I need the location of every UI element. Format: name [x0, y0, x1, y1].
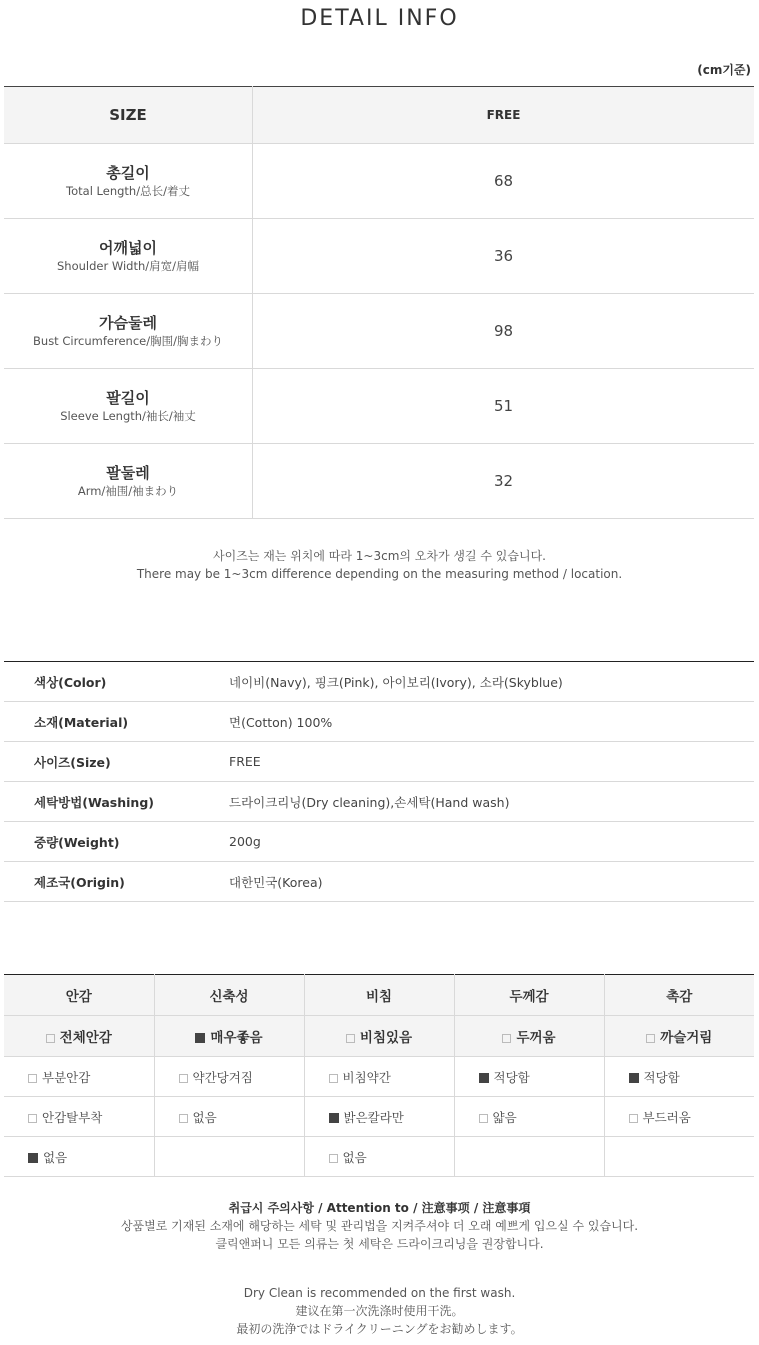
feel-cell: [304, 1097, 454, 1137]
feel-option-label: 비침약간: [342, 1069, 391, 1085]
info-row: [4, 862, 754, 902]
info-key: 소재(Material): [4, 702, 229, 742]
size-row: [4, 219, 754, 294]
checked-box-icon: [329, 1113, 339, 1123]
info-value: 네이비(Navy), 핑크(Pink), 아이보리(Ivory), 소라(Skyblue): [229, 662, 754, 702]
fabric-feel-table: [4, 974, 754, 1177]
measure-name-en: Arm/袖围/袖まわり: [77, 484, 179, 498]
care-line: 상품별로 기재된 소재에 해당하는 세탁 및 관리법을 지켜주셔야 더 오래 예쁘게 입으실 수 있습니다.: [120, 1219, 639, 1233]
feel-option-label: 없음: [342, 1149, 367, 1165]
feel-row: [4, 1057, 754, 1097]
unchecked-box-icon: [646, 1034, 655, 1043]
measure-name-ko: 어깨넓이: [99, 239, 157, 257]
measure-name-en: Total Length/总长/着丈: [66, 184, 190, 198]
feel-option-label: 적당함: [493, 1069, 530, 1085]
checked-box-icon: [28, 1153, 38, 1163]
feel-header-sheer: 비침: [304, 975, 454, 1016]
feel-row: [4, 1137, 754, 1177]
care-dryclean-notice: [0, 1284, 759, 1338]
info-row: [4, 662, 754, 702]
info-key: 제조국(Origin): [4, 862, 229, 902]
size-note-ko: 사이즈는 재는 위치에 따라 1~3cm의 오차가 생길 수 있습니다.: [213, 549, 546, 563]
feel-cell: [4, 1016, 154, 1057]
unchecked-box-icon: [502, 1034, 511, 1043]
feel-option-label: 전체안감: [59, 1030, 112, 1046]
unchecked-box-icon: [479, 1114, 488, 1123]
feel-cell: [154, 1057, 304, 1097]
feel-cell: [4, 1137, 154, 1177]
info-value: 대한민국(Korea): [229, 862, 754, 902]
feel-cell: [4, 1057, 154, 1097]
feel-header-row: [4, 975, 754, 1016]
feel-row: [4, 1097, 754, 1137]
care-line-ja: 最初の洗浄ではドライクリーニングをお勧めします。: [236, 1322, 523, 1336]
feel-option-label: 약간당겨짐: [192, 1069, 253, 1085]
feel-option-label: 없음: [192, 1109, 217, 1125]
feel-cell: [604, 1057, 754, 1097]
feel-header-lining: 안감: [4, 975, 154, 1016]
measure-name-ko: 팔길이: [106, 389, 150, 407]
feel-cell: [604, 1097, 754, 1137]
care-line-zh: 建议在第一次洗涤时使用干洗。: [295, 1304, 464, 1318]
unchecked-box-icon: [629, 1114, 638, 1123]
feel-cell: [304, 1137, 454, 1177]
feel-cell: [454, 1097, 604, 1137]
care-line-en: Dry Clean is recommended on the first wash.: [243, 1286, 516, 1300]
info-key: 세탁방법(Washing): [4, 782, 229, 822]
feel-option-label: 없음: [43, 1149, 68, 1165]
feel-option-label: 두꺼움: [516, 1030, 556, 1046]
feel-cell: [4, 1097, 154, 1137]
care-line: 클릭앤퍼니 모든 의류는 첫 세탁은 드라이크리닝을 권장합니다.: [215, 1237, 544, 1251]
feel-row: [4, 1016, 754, 1057]
size-header-value: FREE: [253, 87, 755, 144]
measure-name-en: Shoulder Width/肩宽/肩幅: [56, 259, 200, 273]
checked-box-icon: [629, 1073, 639, 1083]
measure-name-en: Sleeve Length/袖长/袖丈: [60, 409, 196, 423]
unit-label: (cm기준): [697, 63, 751, 77]
feel-option-label: 부분안감: [42, 1069, 91, 1085]
feel-header-stretch: 신축성: [154, 975, 304, 1016]
care-heading: 취급시 주의사항 / Attention to / 注意事项 / 注意事項: [228, 1201, 531, 1215]
info-value: 면(Cotton) 100%: [229, 702, 754, 742]
unchecked-box-icon: [346, 1034, 355, 1043]
measure-value: 51: [253, 369, 755, 444]
unchecked-box-icon: [179, 1074, 188, 1083]
info-row: [4, 702, 754, 742]
feel-option-label: 까슬거림: [660, 1030, 713, 1046]
measure-name-ko: 팔둘레: [106, 464, 150, 482]
feel-cell: [304, 1016, 454, 1057]
unchecked-box-icon: [46, 1034, 55, 1043]
size-row: [4, 369, 754, 444]
feel-cell: [604, 1137, 754, 1177]
feel-option-label: 부드러움: [642, 1109, 691, 1125]
info-value: 드라이크리닝(Dry cleaning),손세탁(Hand wash): [229, 782, 754, 822]
feel-cell: [154, 1016, 304, 1057]
feel-cell: [604, 1016, 754, 1057]
measure-name-en: Bust Circumference/胸围/胸まわり: [33, 334, 223, 348]
info-row: [4, 782, 754, 822]
feel-cell: [454, 1137, 604, 1177]
size-header-label: SIZE: [4, 87, 253, 144]
feel-option-label: 적당함: [643, 1069, 680, 1085]
feel-option-label: 매우좋음: [210, 1030, 263, 1046]
feel-header-thickness: 두께감: [454, 975, 604, 1016]
measure-value: 32: [253, 444, 755, 519]
feel-cell: [454, 1057, 604, 1097]
measure-value: 36: [253, 219, 755, 294]
unchecked-box-icon: [179, 1114, 188, 1123]
measure-name-ko: 가슴둘레: [99, 314, 157, 332]
feel-cell: [154, 1097, 304, 1137]
product-info-table: [4, 661, 754, 902]
info-value: FREE: [229, 742, 754, 782]
feel-option-label: 비침있음: [359, 1030, 413, 1046]
feel-option-label: 밝은칼라만: [343, 1109, 404, 1125]
unchecked-box-icon: [28, 1074, 37, 1083]
unchecked-box-icon: [329, 1154, 338, 1163]
measure-value: 68: [253, 144, 755, 219]
feel-option-label: 얇음: [492, 1109, 517, 1125]
size-row: [4, 294, 754, 369]
unchecked-box-icon: [28, 1114, 37, 1123]
size-row: [4, 144, 754, 219]
care-notice: [0, 1199, 759, 1253]
page-title: DETAIL INFO: [300, 6, 459, 31]
info-key: 중량(Weight): [4, 822, 229, 862]
feel-header-touch: 촉감: [604, 975, 754, 1016]
feel-cell: [154, 1137, 304, 1177]
checked-box-icon: [195, 1033, 205, 1043]
info-key: 색상(Color): [4, 662, 229, 702]
info-value: 200g: [229, 822, 754, 862]
feel-cell: [304, 1057, 454, 1097]
size-row: [4, 444, 754, 519]
measure-value: 98: [253, 294, 755, 369]
info-row: [4, 822, 754, 862]
measure-name-ko: 총길이: [106, 164, 150, 182]
size-table: [4, 86, 754, 519]
info-key: 사이즈(Size): [4, 742, 229, 782]
feel-cell: [454, 1016, 604, 1057]
size-note-en: There may be 1~3cm difference depending on the measuring method / location.: [136, 567, 623, 581]
checked-box-icon: [479, 1073, 489, 1083]
unchecked-box-icon: [329, 1074, 338, 1083]
size-note: [0, 547, 759, 583]
size-table-header: [4, 87, 754, 144]
info-row: [4, 742, 754, 782]
feel-option-label: 안감탈부착: [42, 1109, 103, 1125]
